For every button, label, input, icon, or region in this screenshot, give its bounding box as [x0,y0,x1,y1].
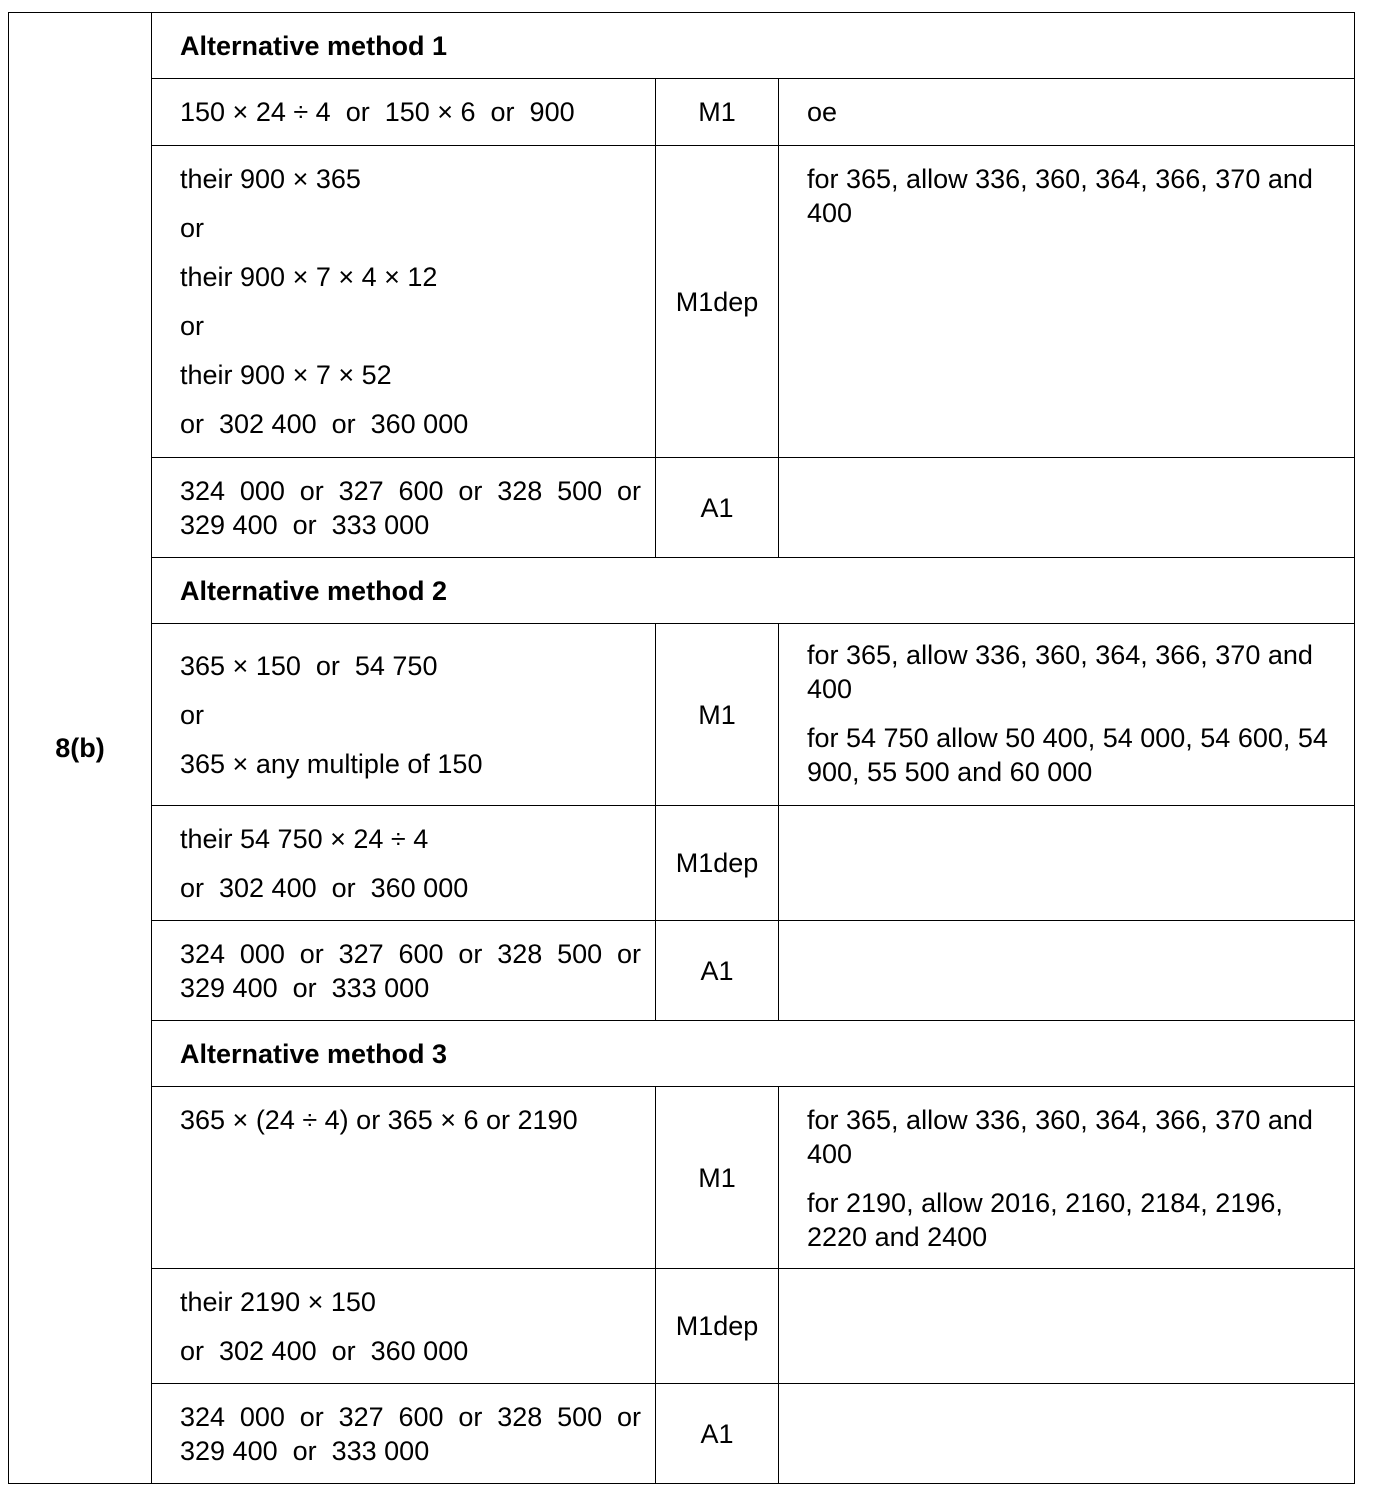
working-cell [152,806,656,921]
working-line: their 900 × 7 × 4 × 12 [180,262,438,292]
method-2-title: Alternative method 2 [152,558,1355,624]
working-line: or 302 400 or 360 000 [180,1335,469,1366]
mark-cell: M1dep [656,146,779,458]
mark-cell: A1 [656,458,779,558]
table-row [9,1087,1355,1269]
table-row [9,146,1355,458]
working-line: or [180,213,205,243]
table-row [9,806,1355,921]
mark-scheme-table [8,12,1355,1484]
method-3-header-row [9,1021,1355,1087]
note-cell [779,921,1355,1021]
note-cell [779,1384,1355,1484]
note-line: for 365, allow 336, 360, 364, 366, 370 and 400 [807,640,1313,704]
table-row [9,1269,1355,1384]
method-2-header-row [9,558,1355,624]
working-cell [152,458,656,558]
mark-cell: A1 [656,1384,779,1484]
note-cell [779,1087,1355,1269]
working-line: 324 000 or 327 600 or 328 500 or [180,1401,641,1432]
question-number: 8(b) [9,13,152,1484]
working-line: 329 400 or 333 000 [180,509,430,540]
working-line: or 302 400 or 360 000 [180,872,469,903]
working-cell [152,1269,656,1384]
mark-cell: M1dep [656,1269,779,1384]
method-3-title: Alternative method 3 [152,1021,1355,1087]
working-line: their 2190 × 150 [180,1286,376,1317]
working-line: 365 × any multiple of 150 [180,748,483,779]
mark-cell: A1 [656,921,779,1021]
working-line: 365 × (24 ÷ 4) or 365 × 6 or 2190 [180,1105,578,1135]
method-1-title: Alternative method 1 [152,13,1355,79]
note-line: for 365, allow 336, 360, 364, 366, 370 and 400 [807,164,1313,228]
note-cell [779,1269,1355,1384]
note-cell [779,624,1355,806]
working-line: 329 400 or 333 000 [180,1435,430,1466]
note-cell [779,79,1355,146]
working-cell [152,79,656,146]
working-line: their 54 750 × 24 ÷ 4 [180,823,429,854]
working-line: 365 × 150 or 54 750 [180,650,438,681]
note-line: for 2190, allow 2016, 2160, 2184, 2196, 2220 and 2400 [807,1188,1283,1252]
working-cell [152,921,656,1021]
working-line: or [180,699,205,730]
note-line: for 365, allow 336, 360, 364, 366, 370 and 400 [807,1105,1313,1169]
table-row [9,1384,1355,1484]
working-cell [152,146,656,458]
table-row [9,921,1355,1021]
working-line: 324 000 or 327 600 or 328 500 or [180,938,641,969]
note-cell [779,458,1355,558]
table-row [9,458,1355,558]
working-line: or 302 400 or 360 000 [180,409,469,439]
working-line: or [180,311,205,341]
working-line: their 900 × 365 [180,164,361,194]
working-line: 150 × 24 ÷ 4 or 150 × 6 or 900 [180,97,575,127]
note-cell [779,806,1355,921]
working-cell [152,624,656,806]
working-cell [152,1087,656,1269]
table-row [9,624,1355,806]
working-line: their 900 × 7 × 52 [180,360,392,390]
mark-cell: M1 [656,79,779,146]
note-line: oe [807,97,838,127]
method-1-header-row [9,13,1355,79]
table-row [9,79,1355,146]
mark-cell: M1 [656,624,779,806]
mark-cell: M1dep [656,806,779,921]
mark-cell: M1 [656,1087,779,1269]
note-line: for 54 750 allow 50 400, 54 000, 54 600, 54 900, 55 500 and 60 000 [807,723,1328,787]
working-line: 324 000 or 327 600 or 328 500 or [180,475,641,506]
note-cell [779,146,1355,458]
working-line: 329 400 or 333 000 [180,972,430,1003]
working-cell [152,1384,656,1484]
